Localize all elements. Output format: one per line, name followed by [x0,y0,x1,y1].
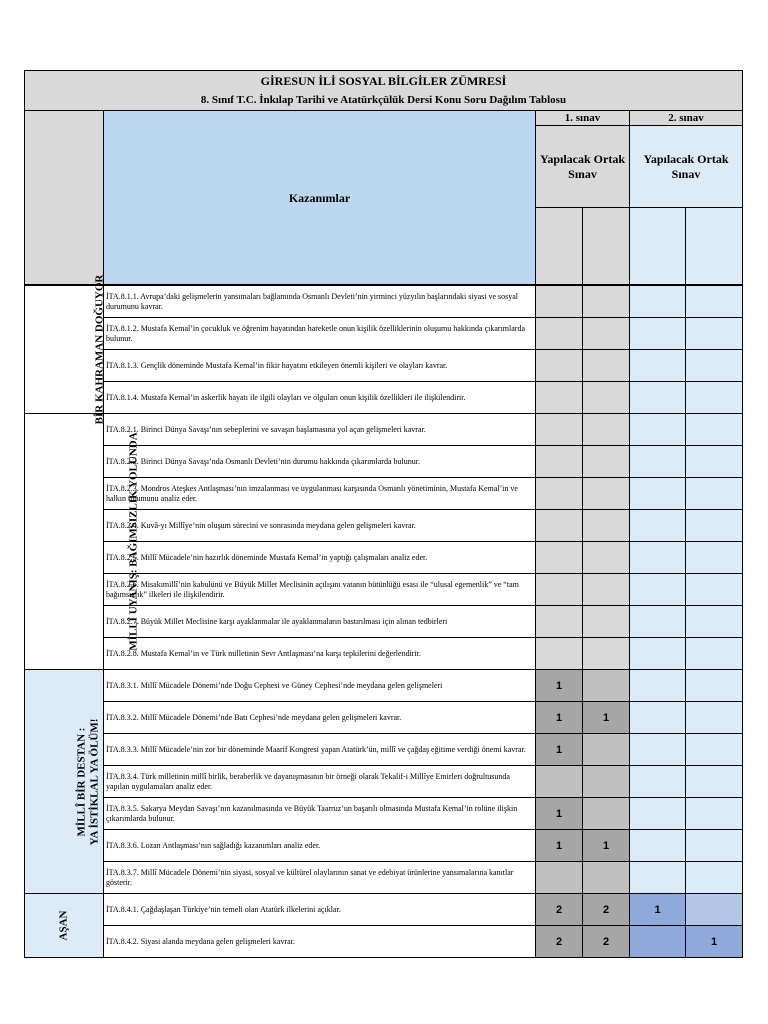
score-cell: 2 [536,926,583,958]
score-cell [630,478,686,510]
score-cell [630,510,686,542]
table-row [25,382,743,414]
score-cell [630,382,686,414]
score-cell [583,286,630,318]
kazanim-text: İTA.8.2.3. Mondros Ateşkes Antlaşması’nın imzalanması ve uygulanması karşısında Osmanlı yönetiminin, Mustafa Kemal’in ve halkın tutumunu analiz eder. [104,478,536,510]
unit-label-1 [25,274,106,425]
unit-label-2 [25,414,140,670]
score-cell [583,382,630,414]
kazanim-text: İTA.8.2.6. Misakımillî’nin kabulünü ve Büyük Millet Meclisinin açılışını vatanın bütünlüğü esası ile “ulusal egemenlik” ve “tam bağımsızlık” ilkeleri ile ilişkilendirir. [104,574,536,606]
distribution-table-sheet [24,70,742,958]
score-cell [686,670,743,702]
score-cell: 1 [583,702,630,734]
score-cell: 1 [536,670,583,702]
table-row [25,830,743,862]
score-cell [536,478,583,510]
score-cell [686,286,743,318]
score-cell [583,766,630,798]
score-cell [583,318,630,350]
score-cell [630,766,686,798]
score-cell [686,478,743,510]
exam2-header: 2. sınav [630,111,743,126]
score-cell: 1 [630,894,686,926]
score-cell: 1 [536,798,583,830]
score-cell [536,638,583,670]
score-cell [686,446,743,478]
table-row [25,926,743,958]
kazanim-text: İTA.8.2.5. Millî Mücadele’nin hazırlık döneminde Mustafa Kemal’in yaptığı çalışmaları analiz eder. [104,542,536,574]
score-cell [536,510,583,542]
score-cell [536,446,583,478]
score-cell [630,734,686,766]
score-cell: 2 [536,894,583,926]
score-cell [583,574,630,606]
score-cell [536,318,583,350]
table-row [25,894,743,926]
score-cell [583,734,630,766]
score-cell [536,286,583,318]
kazanim-text: İTA.8.3.1. Millî Mücadele Dönemi’nde Doğu Cephesi ve Güney Cephesi’nde meydana gelen gelişmeleri [104,670,536,702]
kazanim-rows [24,274,743,958]
empty-cell [686,208,743,285]
table-subtitle: 8. Sınıf T.C. İnkılap Tarihi ve Atatürkçülük Dersi Konu Soru Dağılım Tablosu [25,91,743,111]
score-cell [536,574,583,606]
table-row [25,766,743,798]
score-cell [630,638,686,670]
table-row [25,350,743,382]
score-cell [583,446,630,478]
empty-cell [630,208,686,285]
score-cell [630,926,686,958]
kazanim-text: İTA.8.3.4. Türk milletinin millî birlik, beraberlik ve dayanışmasının bir örneği olarak Tekalif-i Millîye Emirleri doğrultusunda yapılan uygulamaları analiz eder. [104,766,536,798]
score-cell [583,638,630,670]
score-cell [583,670,630,702]
score-cell [536,350,583,382]
exam2-ortak-header: Yapılacak Ortak Sınav [630,126,743,208]
score-cell [583,510,630,542]
kazanim-text: İTA.8.2.8. Mustafa Kemal’in ve Türk milletinin Sevr Antlaşması’na karşı tepkilerini değerlendirir. [104,638,536,670]
score-cell [630,798,686,830]
score-cell [630,414,686,446]
score-cell: 2 [583,926,630,958]
score-cell: 1 [536,702,583,734]
kazanim-text: İTA.8.2.7. Büyük Millet Meclisine karşı ayaklanmalar ile ayaklanmaların bastırılması için alınan tedbirleri [104,606,536,638]
table-row [25,702,743,734]
kazanim-text: İTA.8.3.6. Lozan Antlaşması’nın sağladığı kazanımları analiz eder. [104,830,536,862]
kazanim-text: İTA.8.1.3. Gençlik döneminde Mustafa Kemal’in fikir hayatını etkileyen önemli kişileri ve olayları kavrar. [104,350,536,382]
table-row [25,862,743,894]
score-cell [536,606,583,638]
score-cell [583,798,630,830]
kazanim-text: İTA.8.3.7. Millî Mücadele Dönemi’nin siyasi, sosyal ve kültürel olaylarının sanat ve edebiyat ürünlerine yansımalarına kanıtlar gösterir. [104,862,536,894]
unit-label-line: MİLLÎ UYANIŞ: BAĞIMSIZLIK YOLUNDA [127,432,140,651]
table-title: GİRESUN İLİ SOSYAL BİLGİLER ZÜMRESİ [25,71,743,91]
score-cell [686,542,743,574]
score-cell: 1 [536,734,583,766]
score-cell [630,542,686,574]
score-cell [583,542,630,574]
kazanim-text: İTA.8.4.1. Çağdaşlaşan Türkiye’nin temeli olan Atatürk ilkelerini açıklar. [104,894,536,926]
score-cell [583,478,630,510]
table-row [25,798,743,830]
score-cell [583,414,630,446]
score-cell [630,702,686,734]
score-cell [583,862,630,894]
score-cell [630,350,686,382]
kazanim-text: İTA.8.3.5. Sakarya Meydan Savaşı’nın kazanılmasında ve Büyük Taarruz’un başarılı olmasında Mustafa Kemal’in rolüne ilişkin çıkarımlarda bulunur. [104,798,536,830]
table-row [25,670,743,702]
score-cell [686,574,743,606]
score-cell [686,894,743,926]
empty-cell [536,208,583,285]
exam1-ortak-header: Yapılacak Ortak Sınav [536,126,630,208]
score-cell [630,286,686,318]
table-row [25,414,743,446]
exam1-header: 1. sınav [536,111,630,126]
unit-label-line: MİLLÎ BİR DESTAN : [75,727,88,836]
score-cell [686,638,743,670]
score-cell [536,414,583,446]
score-cell [686,702,743,734]
kazanim-text: İTA.8.3.3. Millî Mücadele’nin zor bir döneminde Maarif Kongresi yapan Atatürk’ün, millî ve çağdaş eğitime verdiği önemi kavrar. [104,734,536,766]
score-cell [686,862,743,894]
score-cell [630,318,686,350]
unit-label-line: BİR KAHRAMAN DOĞUYOR [93,274,106,425]
corner-cell [25,111,104,285]
score-cell [686,606,743,638]
score-cell [536,542,583,574]
score-cell [583,350,630,382]
kazanim-text: İTA.8.4.2. Siyasi alanda meydana gelen gelişmeleri kavrar. [104,926,536,958]
score-cell [686,798,743,830]
score-cell: 1 [583,830,630,862]
unit-label-line: YA İSTİKLAL YA ÖLÜM! [88,718,101,845]
score-cell [536,766,583,798]
kazanim-text: İTA.8.3.2. Millî Mücadele Dönemi’nde Batı Cephesi’nde meydana gelen gelişmeleri kavrar. [104,702,536,734]
distribution-table [24,70,743,285]
kazanim-text: İTA.8.1.2. Mustafa Kemal’in çocukluk ve öğrenim hayatından hareketle onun kişilik özelliklerinin oluşumu hakkında çıkarımlarda bulunur. [104,318,536,350]
score-cell [536,382,583,414]
score-cell [630,606,686,638]
table-row [25,734,743,766]
score-cell [686,734,743,766]
table-row [25,318,743,350]
score-cell: 1 [686,926,743,958]
score-cell [630,670,686,702]
score-cell [686,350,743,382]
kazanim-text: İTA.8.2.1. Birinci Dünya Savaşı’nın sebeplerini ve savaşın başlamasına yol açan gelişmeleri kavrar. [104,414,536,446]
score-cell [686,382,743,414]
score-cell: 2 [583,894,630,926]
score-cell [583,606,630,638]
score-cell [686,830,743,862]
score-cell [536,862,583,894]
score-cell [630,574,686,606]
score-cell [630,830,686,862]
score-cell [686,414,743,446]
kazanim-text: İTA.8.1.1. Avrupa’daki gelişmelerin yansımaları bağlamında Osmanlı Devleti’nin yirminci yüzyılın başlarındaki siyasi ve sosyal durumunu kavrar. [104,286,536,318]
unit-label-4 [25,894,104,958]
unit-label-line: AŞAN [57,910,70,941]
kazanim-text: İTA.8.2.4. Kuvâ-yı Millîye’nin oluşum sürecini ve sonrasında meydana gelen gelişmeleri kavrar. [104,510,536,542]
table-row [25,286,743,318]
score-cell [630,862,686,894]
kazanimlar-header: Kazanımlar [104,111,536,285]
score-cell [630,446,686,478]
kazanim-text: İTA.8.2.2. Birinci Dünya Savaşı’nda Osmanlı Devleti’nin durumu hakkında çıkarımlarda bulunur. [104,446,536,478]
score-cell: 1 [536,830,583,862]
empty-cell [583,208,630,285]
score-cell [686,766,743,798]
kazanim-text: İTA.8.1.4. Mustafa Kemal’in askerlik hayatı ile ilgili olayları ve olguları onun kişilik özellikleri ile ilişkilendirir. [104,382,536,414]
score-cell [686,318,743,350]
unit-label-3 [25,670,104,894]
score-cell [686,510,743,542]
